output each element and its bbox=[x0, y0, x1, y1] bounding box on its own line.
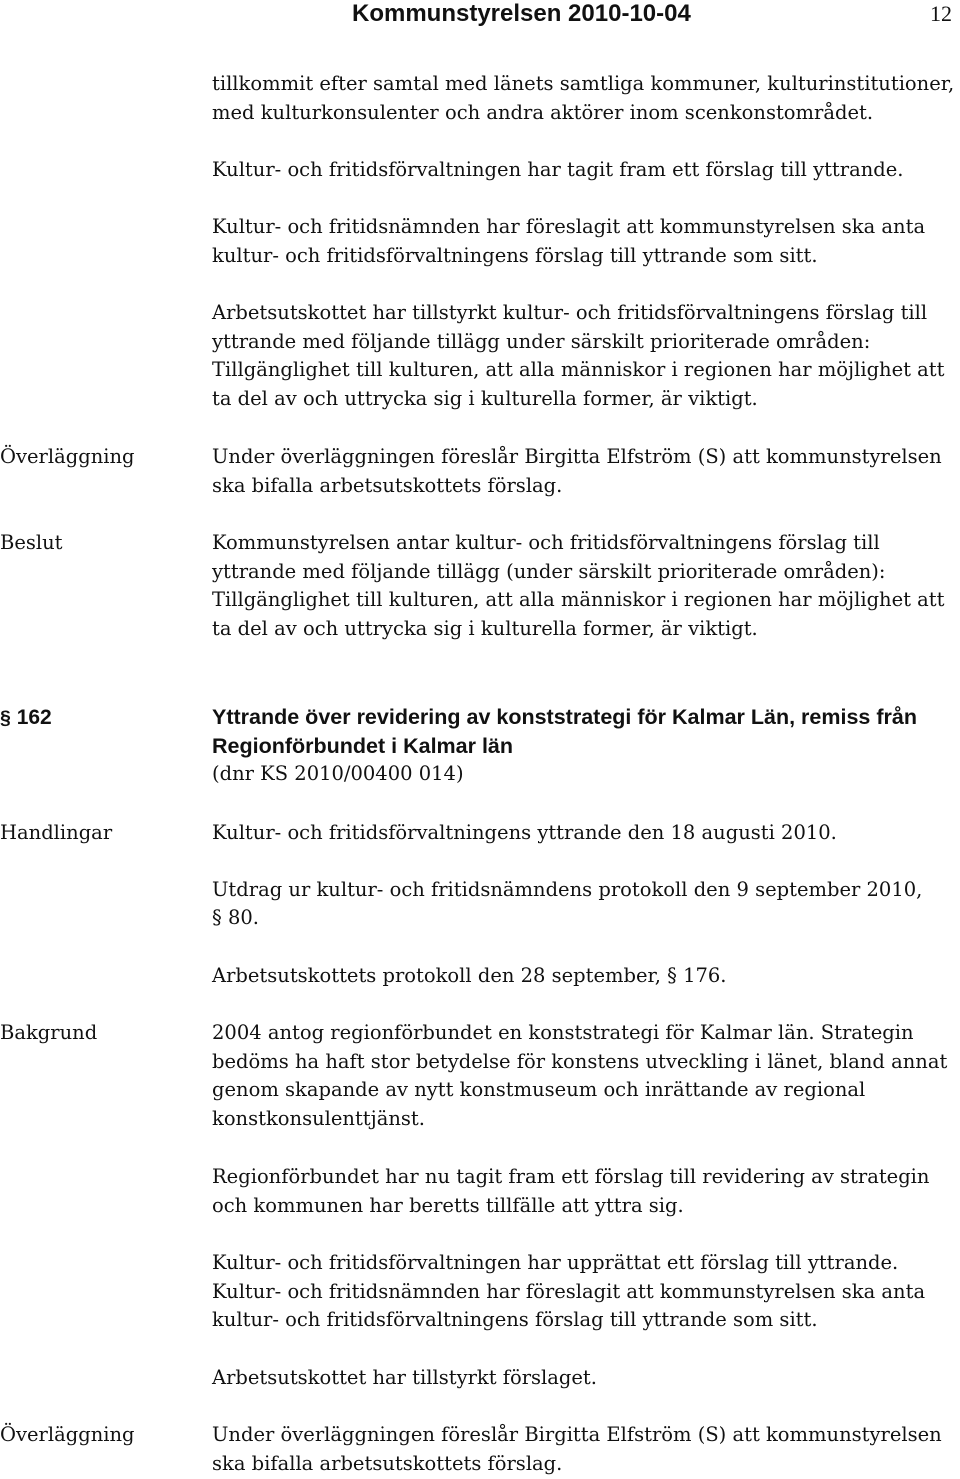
paragraph: Kultur- och fritidsnämnden har föreslagit att kommunstyrelsen ska anta kultur- och fritidsförvaltningens förslag till yttrande som sitt. bbox=[212, 215, 926, 267]
section-label-overlaggning: Överläggning bbox=[0, 1423, 135, 1446]
section-label-overlaggning: Överläggning bbox=[0, 445, 135, 468]
paragraph-mark: § bbox=[667, 964, 677, 987]
paragraph: Kultur- och fritidsförvaltningen har tagit fram ett förslag till yttrande. bbox=[212, 158, 904, 181]
paragraph: 2004 antog regionförbundet en konststrategi för Kalmar län. Strategin bedöms ha haft stor betydelse för konstens utveckling i länet, bland annat genom skapande av nytt konstmuseum och inrättande av regional konstkonsulenttjänst. bbox=[212, 1021, 948, 1130]
page-header-title: Kommunstyrelsen 2010-10-04 bbox=[352, 0, 691, 27]
paragraph: Arbetsutskottet har tillstyrkt kultur- och fritidsförvaltningens förslag till yttrande med följande tillägg under särskilt prioriterade områden: Tillgänglighet till kulturen, att alla människor i regionen har möjlighet att ta del av och uttrycka sig i kulturella former, är viktigt. bbox=[212, 301, 945, 410]
document-item: Utdrag ur kultur- och fritidsnämndens protokoll den 9 september 2010, bbox=[212, 878, 923, 901]
paragraph: Regionförbundet har nu tagit fram ett förslag till revidering av strategin och kommunen har beretts tillfälle att yttra sig. bbox=[212, 1165, 930, 1217]
paragraph: tillkommit efter samtal med länets samtliga kommuner, kulturinstitutioner, med kulturkonsulenter och andra aktörer inom scenkonstområdet. bbox=[212, 72, 955, 124]
section-number-value: 162 bbox=[16, 706, 52, 729]
paragraph: Under överläggningen föreslår Birgitta Elfström (S) att kommunstyrelsen ska bifalla arbetsutskottets förslag. bbox=[212, 1423, 942, 1475]
paragraph-mark: § bbox=[212, 906, 222, 929]
page-number: 12 bbox=[930, 1, 952, 26]
paragraph: Kultur- och fritidsförvaltningen har upprättat ett förslag till yttrande. Kultur- och fritidsnämnden har föreslagit att kommunstyrelsen ska anta kultur- och fritidsförvaltningens förslag till yttrande som sitt. bbox=[212, 1251, 926, 1331]
document-item bbox=[212, 904, 957, 933]
protocol-text: Arbetsutskottets protokoll den 28 september, bbox=[212, 964, 661, 987]
diary-number: (dnr KS 2010/00400 014) bbox=[212, 762, 464, 785]
paragraph: Arbetsutskottet har tillstyrkt förslaget. bbox=[212, 1366, 597, 1389]
section-title: Yttrande över revidering av konststrategi för Kalmar Län, remiss från Regionförbundet i Kalmar län bbox=[212, 705, 917, 758]
document-item bbox=[212, 962, 957, 991]
paragraph: Kommunstyrelsen antar kultur- och fritidsförvaltningens förslag till yttrande med följande tillägg (under särskilt prioriterade områden): Tillgänglighet till kulturen, att alla människor i regionen har möjlighet att ta del av och uttrycka sig i kulturella former, är viktigt. bbox=[212, 531, 945, 640]
section-label-beslut: Beslut bbox=[0, 531, 63, 554]
paragraph-mark: § bbox=[0, 707, 11, 729]
protocol-section: 176. bbox=[683, 964, 727, 987]
section-label-bakgrund: Bakgrund bbox=[0, 1021, 98, 1044]
section-label-handlingar: Handlingar bbox=[0, 821, 113, 844]
protocol-section: 80. bbox=[227, 906, 259, 929]
paragraph: Under överläggningen föreslår Birgitta Elfström (S) att kommunstyrelsen ska bifalla arbetsutskottets förslag. bbox=[212, 445, 942, 497]
section-number bbox=[0, 703, 52, 733]
document-item: Kultur- och fritidsförvaltningens yttrande den 18 augusti 2010. bbox=[212, 821, 837, 844]
